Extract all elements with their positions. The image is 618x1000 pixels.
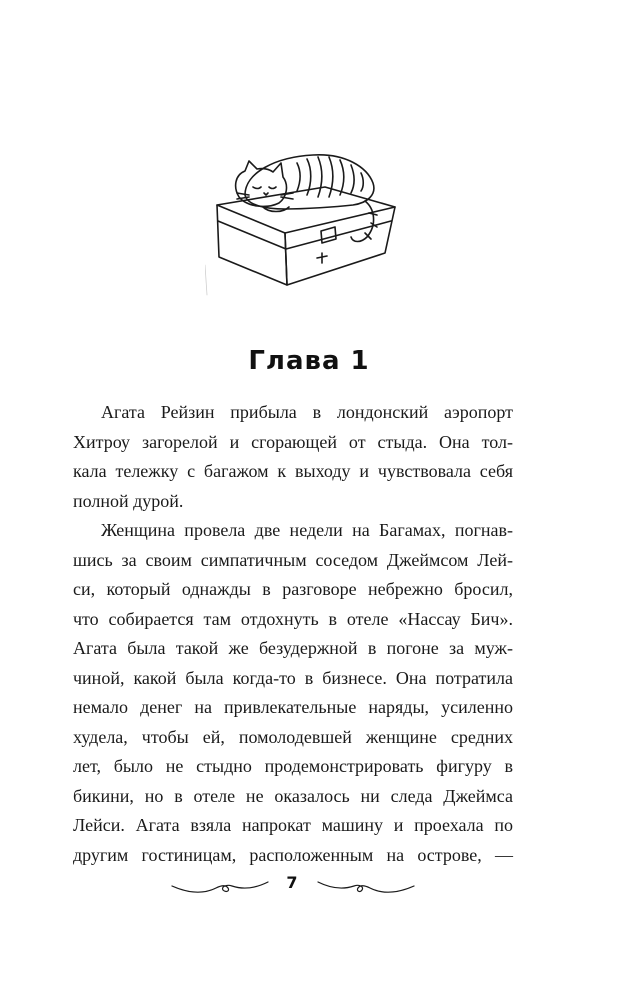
page-footer bbox=[0, 870, 618, 900]
paragraph bbox=[73, 398, 513, 516]
text-line: Лейси. Агата взяла напрокат машину и проехала по bbox=[73, 815, 513, 835]
text-line: Агата была такой же безудержной в погоне за муж- bbox=[73, 638, 513, 658]
text-line: си, который однажды в разговоре небрежно бросил, bbox=[73, 579, 513, 599]
page-number: 7 bbox=[286, 873, 298, 892]
text-line: Агата Рейзин прибыла в лондонский аэропорт bbox=[101, 402, 513, 422]
paragraph bbox=[73, 516, 513, 870]
text-line: шись за своим симпатичным соседом Джеймсом Лей- bbox=[73, 549, 513, 570]
text-line: другим гостиницам, расположенным на острове, — bbox=[73, 844, 513, 865]
text-line: чиной, какой была когда-то в бизнесе. Она потратила bbox=[73, 667, 513, 688]
text-line: немало денег на привлекательные наряды, усиленно bbox=[73, 697, 513, 717]
left-flourish-icon bbox=[170, 878, 270, 898]
text-line: лет, было не стыдно продемонстрировать фигуру в bbox=[73, 756, 513, 776]
text-line: Хитроу загорелой и сгорающей от стыда. Она тол- bbox=[73, 431, 513, 452]
text-line: бикини, но в отеле не оказалось ни следа Джеймса bbox=[73, 785, 513, 806]
text-line: кала тележку с багажом к выходу и чувствовала себя bbox=[73, 461, 513, 481]
cat-sleeping-on-first-aid-box-icon bbox=[205, 135, 405, 310]
text-line: полной дурой. bbox=[73, 490, 184, 511]
text-line: Женщина провела две недели на Багамах, погнав- bbox=[101, 520, 513, 540]
right-flourish-icon bbox=[316, 878, 416, 898]
text-line: худела, чтобы ей, помолодевшей женщине средних bbox=[73, 726, 513, 747]
body-text bbox=[73, 398, 513, 870]
chapter-title: Глава 1 bbox=[248, 346, 370, 376]
text-line: что собирается там отдохнуть в отеле «Нассау Бич». bbox=[73, 608, 513, 629]
